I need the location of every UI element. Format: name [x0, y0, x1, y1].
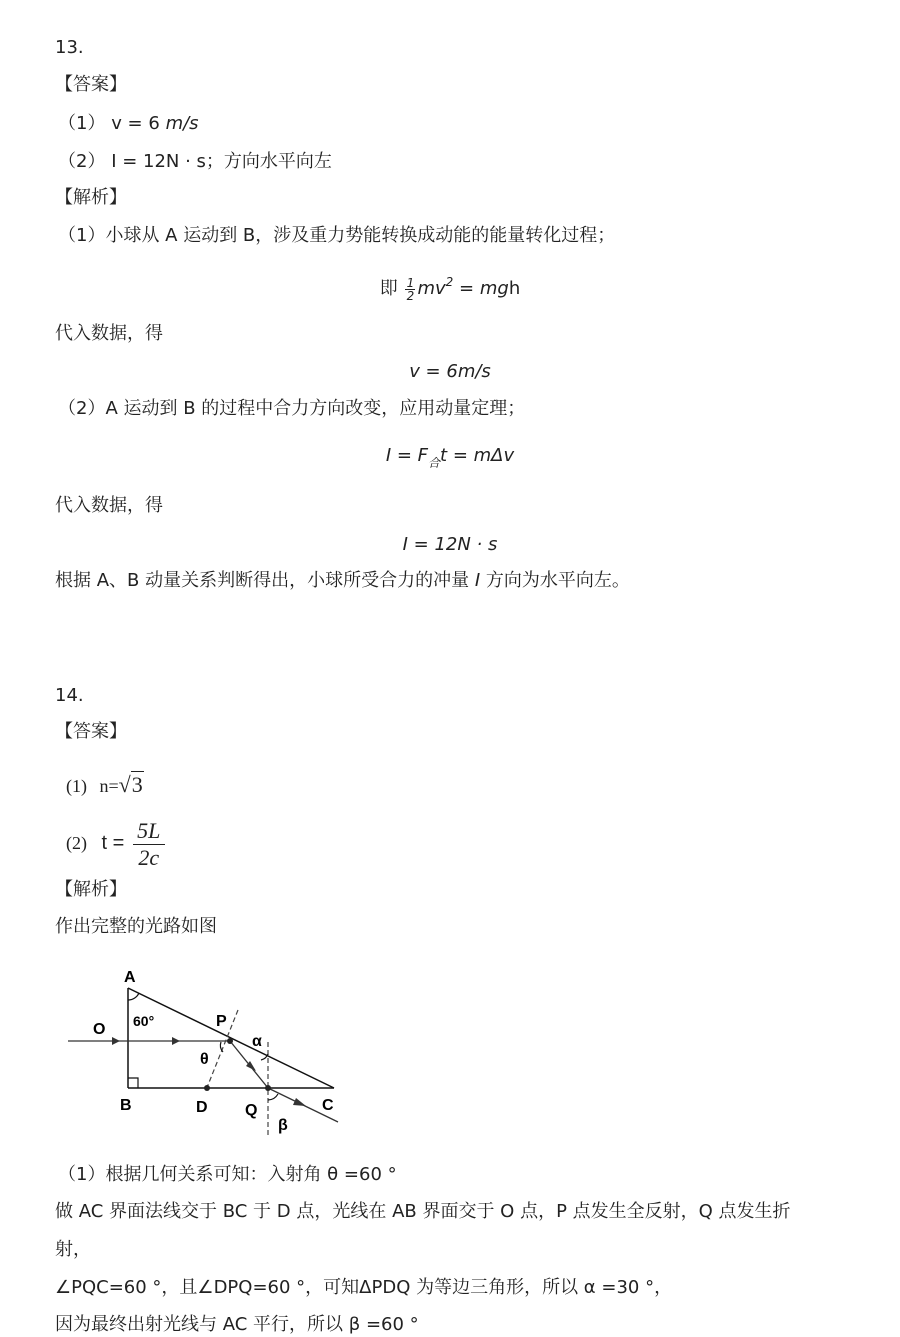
q13-number: 13.	[55, 37, 84, 58]
q14-answer-1	[66, 768, 144, 803]
q14-step-4: 因为最终出射光线与 AC 平行，所以 β =60 °	[55, 1314, 419, 1335]
q14-answer-2-den: 2c	[138, 845, 160, 871]
q13-answer-1	[58, 112, 199, 136]
q13-conclusion-a: 根据 A、B 动量关系判断得出，小球所受合力的冲量	[55, 570, 475, 591]
q14-answer-1-radicand: 3	[131, 772, 143, 797]
q13-eq3-right: t = mΔv	[440, 445, 515, 466]
q14-answer-1-prefix: (1)	[66, 776, 87, 796]
q13-eq1-prefix: 即	[379, 278, 398, 299]
q13-answer-heading: 【答案】	[55, 74, 127, 95]
q14-intro: 作出完整的光路如图	[55, 916, 217, 937]
q14-answer-heading: 【答案】	[55, 721, 127, 742]
label-alpha: α	[252, 1033, 262, 1050]
q14-answer-2-text: t =	[101, 832, 125, 854]
q13-answer-1-text: v = 6	[111, 113, 160, 134]
label-B: B	[120, 1097, 132, 1114]
label-C: C	[322, 1097, 334, 1114]
q13-equation-4: I = 12N · s	[402, 534, 498, 555]
label-beta: β	[278, 1117, 288, 1134]
label-A: A	[124, 969, 136, 986]
q13-equation-1	[0, 270, 900, 302]
q13-answer-2-text: I = 12N · s；方向水平向左	[111, 151, 332, 172]
label-Q: Q	[245, 1102, 258, 1119]
point-Q	[265, 1085, 271, 1091]
label-theta: θ	[200, 1051, 209, 1068]
q13-eq3-sub: 合	[428, 456, 441, 470]
q14-step-2b: 射，	[55, 1239, 91, 1260]
right-angle-mark	[128, 1078, 138, 1088]
q13-conclusion	[55, 569, 630, 593]
q13-answer-2-prefix: （2）	[58, 151, 106, 172]
q13-equation-2: v = 6m/s	[409, 361, 491, 382]
q14-answer-1-sqrt: √3	[118, 772, 143, 797]
q13-analysis-heading: 【解析】	[55, 187, 127, 208]
light-path-diagram	[60, 960, 360, 1140]
point-D	[204, 1085, 210, 1091]
q13-answer-1-prefix: （1）	[58, 113, 106, 134]
q13-substitute-1: 代入数据，得	[55, 323, 163, 344]
incident-ray-arrow	[112, 1037, 120, 1045]
q13-conclusion-b: 方向为水平向左。	[480, 570, 630, 591]
q14-number: 14.	[55, 685, 84, 706]
q13-eq1-rhs: = mg	[453, 278, 509, 299]
q13-eq1-frac-num: 1	[406, 275, 415, 290]
side-AC	[128, 988, 334, 1088]
angle-arc-beta	[268, 1094, 278, 1100]
q14-answer-1-text: n=	[99, 776, 119, 796]
q14-answer-2-num: 5L	[137, 818, 161, 844]
q14-answer-2-prefix: (2)	[66, 833, 87, 853]
label-D: D	[196, 1099, 208, 1116]
incident-ray-arrow-2	[172, 1037, 180, 1045]
q14-step-1: （1）根据几何关系可知：入射角 θ =60 °	[58, 1164, 397, 1185]
q13-answer-1-unit: m/s	[165, 113, 199, 134]
q13-eq3-left: I = F	[385, 445, 429, 466]
q13-substitute-2: 代入数据，得	[55, 495, 163, 516]
refracted-ray-arrow	[293, 1098, 306, 1106]
label-O: O	[93, 1021, 106, 1038]
q14-analysis-heading: 【解析】	[55, 879, 127, 900]
q14-step-2: 做 AC 界面法线交于 BC 于 D 点，光线在 AB 界面交于 O 点，P 点发生全反射，Q 点发生折	[55, 1201, 791, 1222]
q13-step-1: （1）小球从 A 运动到 B，涉及重力势能转换成动能的能量转化过程；	[58, 225, 616, 246]
q14-step-3: ∠PQC=60 °，且∠DPQ=60 °，可知ΔPDQ 为等边三角形，所以 α =30 °，	[55, 1277, 673, 1298]
label-P: P	[216, 1013, 227, 1030]
q13-eq1-fraction	[405, 277, 415, 302]
q13-answer-2	[58, 150, 332, 174]
label-60-degrees: 60°	[133, 1013, 155, 1029]
q13-eq1-h: h	[508, 278, 521, 299]
q14-answer-2	[66, 814, 165, 872]
point-P	[227, 1038, 233, 1044]
q13-eq1-sup: 2	[445, 275, 454, 289]
q13-step-2: （2）A 运动到 B 的过程中合力方向改变，应用动量定理；	[58, 398, 526, 419]
q13-eq1-frac-den: 2	[406, 288, 415, 303]
q13-equation-3	[0, 444, 900, 475]
angle-arc-A	[128, 993, 139, 1000]
q13-eq1-rest: mv	[417, 278, 446, 299]
q14-answer-2-fraction	[133, 819, 165, 870]
q13-conclusion-impulse: I	[474, 570, 481, 591]
